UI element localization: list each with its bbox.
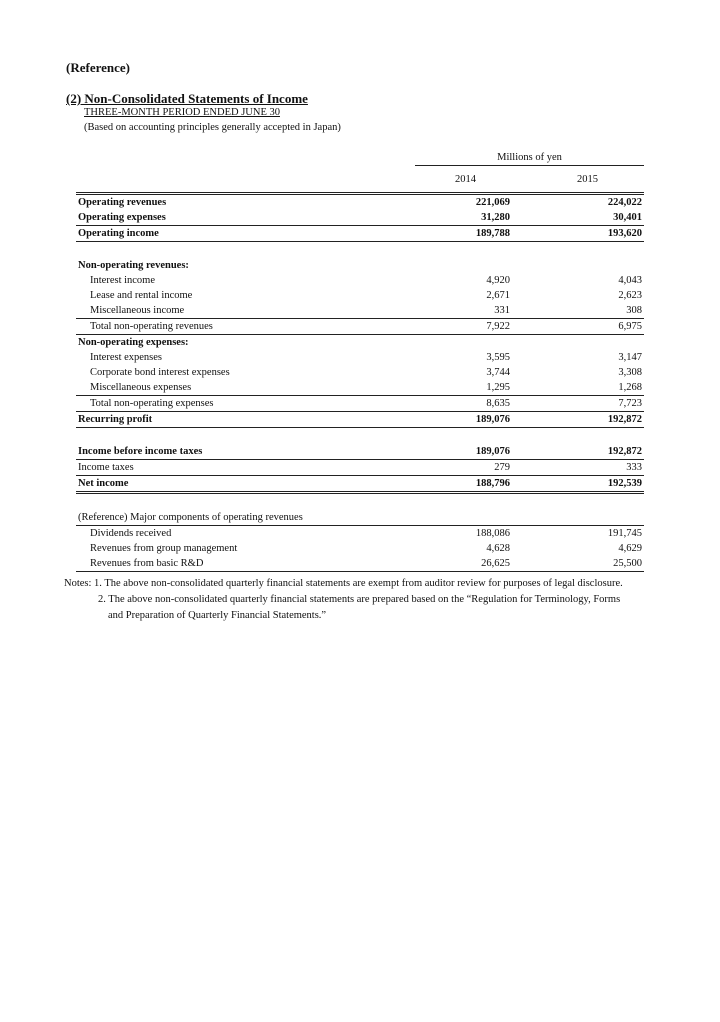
table-row [76, 288, 644, 303]
reference-heading: (Reference) [66, 60, 130, 75]
table-row [76, 526, 644, 542]
spacer-row [76, 493, 644, 511]
table-row [76, 226, 644, 242]
value-2014: 26,625 [370, 556, 520, 572]
value-2015: 6,975 [520, 319, 644, 335]
value-2014: 31,280 [370, 210, 520, 226]
table-row [76, 380, 644, 396]
row-label: Lease and rental income [90, 290, 193, 301]
section-heading: Non-operating expenses: [78, 337, 189, 348]
note-2: 2. The above non-consolidated quarterly financial statements are prepared based on the “Regulation for Terminology, Forms [98, 594, 621, 605]
section-heading: (Reference) Major components of operating revenues [76, 510, 644, 526]
row-label: Income before income taxes [76, 444, 370, 460]
value-2015: 3,147 [618, 352, 642, 363]
value-2014: 221,069 [370, 194, 520, 211]
table-row [76, 444, 644, 460]
section-heading-row [76, 335, 644, 351]
table-row [76, 541, 644, 556]
note-2-continued: and Preparation of Quarterly Financial Statements.” [108, 610, 327, 621]
value-2014: 189,788 [370, 226, 520, 242]
row-label: Income taxes [76, 460, 370, 476]
row-label: Recurring profit [76, 412, 370, 428]
row-label: Operating expenses [76, 210, 370, 226]
row-label: Dividends received [90, 528, 172, 539]
value-2014: 279 [370, 460, 520, 476]
value-2015: 192,872 [520, 412, 644, 428]
row-label: Miscellaneous income [76, 303, 370, 319]
row-label: Total non-operating expenses [76, 396, 370, 412]
value-2015: 308 [520, 303, 644, 319]
table-row [76, 194, 644, 211]
value-2014: 331 [370, 303, 520, 319]
spacer-row [76, 428, 644, 445]
value-2015: 3,308 [618, 367, 642, 378]
value-2014: 1,295 [370, 380, 520, 396]
value-2015: 2,623 [618, 290, 642, 301]
value-2015: 1,268 [520, 380, 644, 396]
table-row [76, 350, 644, 365]
table-row [76, 460, 644, 476]
table-row [76, 319, 644, 335]
row-label: Revenues from group management [90, 543, 238, 554]
row-label: Revenues from basic R&D [76, 556, 370, 572]
period-subtitle: THREE-MONTH PERIOD ENDED JUNE 30 [84, 107, 280, 118]
table-row [76, 412, 644, 428]
table-row [76, 556, 644, 572]
year-2014-header: 2014 [455, 174, 476, 185]
table-row [76, 396, 644, 412]
row-label: Net income [76, 476, 370, 493]
row-label: Interest expenses [90, 352, 163, 363]
table-row [76, 476, 644, 493]
row-label: Total non-operating revenues [76, 319, 370, 335]
value-2014: 188,796 [370, 476, 520, 493]
value-2015: 191,745 [607, 528, 642, 539]
table-row [76, 365, 644, 380]
value-2014: 3,744 [486, 367, 510, 378]
section-heading-row [76, 510, 644, 526]
value-2015: 25,500 [520, 556, 644, 572]
value-2015: 192,539 [520, 476, 644, 493]
table-row [76, 273, 644, 288]
value-2015: 30,401 [520, 210, 644, 226]
section-heading: Non-operating revenues: [78, 260, 189, 271]
value-2015: 192,872 [520, 444, 644, 460]
value-2014: 188,086 [475, 528, 510, 539]
row-label: Corporate bond interest expenses [90, 367, 230, 378]
value-2015: 333 [520, 460, 644, 476]
note-1: Notes: 1. The above non-consolidated quarterly financial statements are exempt from auditor review for purposes of legal disclosure. [64, 578, 623, 589]
section-heading-row [76, 258, 644, 273]
row-label: Operating income [76, 226, 370, 242]
value-2014: 8,635 [370, 396, 520, 412]
value-2014: 4,920 [486, 275, 510, 286]
value-2014: 189,076 [370, 412, 520, 428]
statement-title: (2) Non-Consolidated Statements of Income [66, 91, 308, 106]
row-label: Operating revenues [76, 194, 370, 211]
value-2015: 4,043 [618, 275, 642, 286]
income-statement-table [76, 192, 644, 572]
accounting-basis: (Based on accounting principles generally accepted in Japan) [84, 122, 341, 133]
year-2015-header: 2015 [577, 174, 598, 185]
spacer-row [76, 242, 644, 259]
value-2014: 4,628 [486, 543, 510, 554]
value-2014: 2,671 [486, 290, 510, 301]
value-2014: 189,076 [370, 444, 520, 460]
units-header: Millions of yen [415, 152, 644, 166]
value-2015: 224,022 [520, 194, 644, 211]
value-2014: 7,922 [370, 319, 520, 335]
value-2015: 4,629 [618, 543, 642, 554]
table-row [76, 210, 644, 226]
notes [64, 576, 623, 624]
table-row [76, 303, 644, 319]
row-label: Miscellaneous expenses [76, 380, 370, 396]
value-2015: 7,723 [520, 396, 644, 412]
value-2015: 193,620 [520, 226, 644, 242]
row-label: Interest income [90, 275, 156, 286]
value-2014: 3,595 [486, 352, 510, 363]
